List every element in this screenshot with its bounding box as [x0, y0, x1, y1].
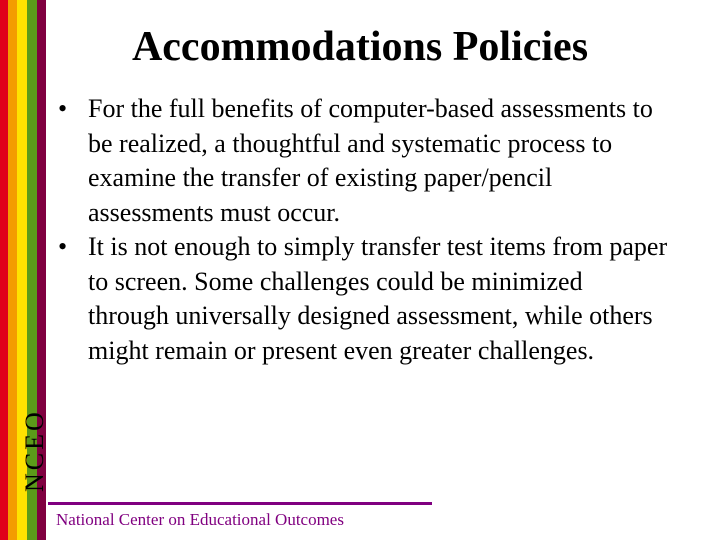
footer-text: National Center on Educational Outcomes [56, 510, 344, 529]
bullet-list [58, 92, 668, 368]
stripe-orange [8, 0, 17, 540]
bullet-icon: • [58, 232, 68, 261]
page-title: Accommodations Policies [131, 24, 589, 70]
stripe-red [0, 0, 8, 540]
bullet-icon: • [58, 94, 68, 123]
bullet-text: For the full benefits of computer-based assessments to be realized, a thoughtful and systematic process to examine the transfer of existing paper/pencil assessments must occur. [88, 94, 653, 227]
bullet-item [58, 92, 668, 230]
bullet-text: It is not enough to simply transfer test items from paper to screen. Some challenges could be minimized through universally designed assessment, while others might remain or present even greater challenges. [88, 232, 668, 365]
footer-divider [48, 502, 432, 505]
bullet-item [58, 230, 668, 368]
side-label: NCEO [20, 409, 49, 492]
